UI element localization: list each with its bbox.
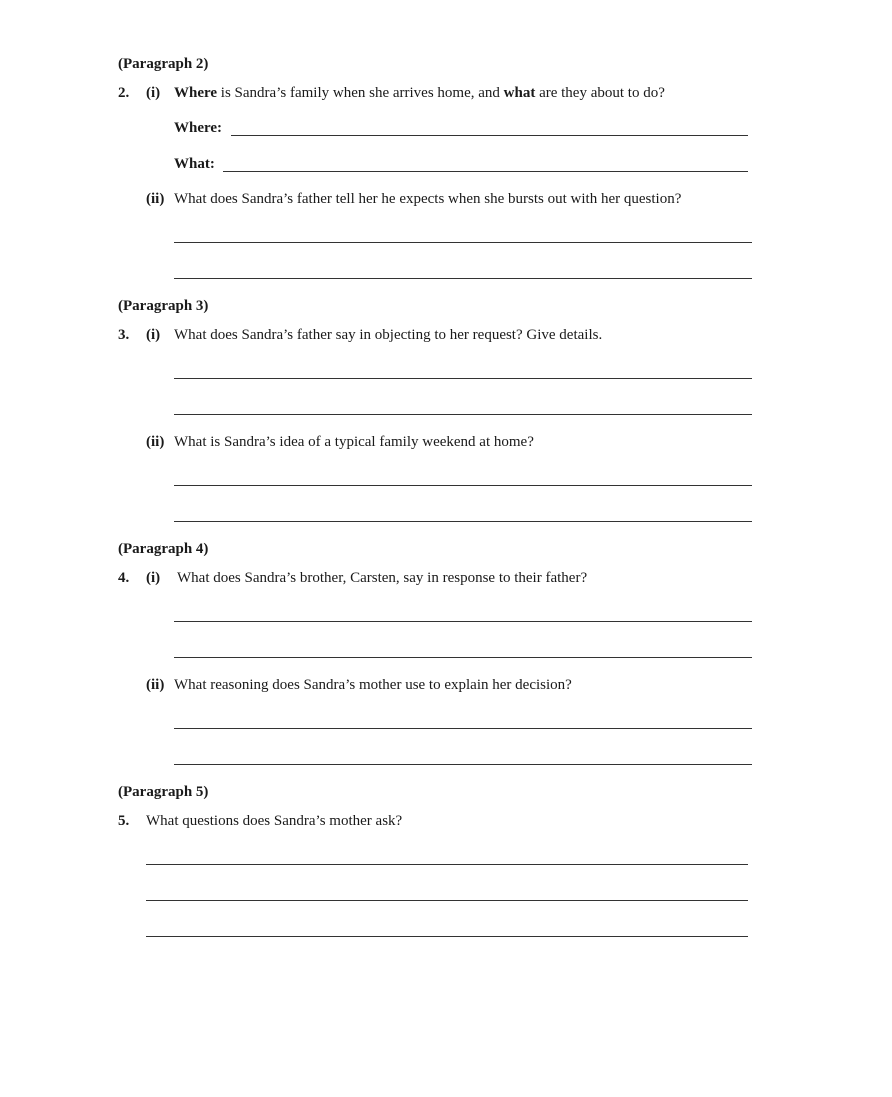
answer-line[interactable]: [174, 657, 752, 658]
answer-line[interactable]: [231, 135, 748, 136]
section-heading: (Paragraph 4): [118, 541, 209, 557]
question-number: 2.: [118, 85, 130, 101]
question-text-segment: is Sandra’s family when she arrives home, and: [217, 85, 504, 101]
section-heading: (Paragraph 3): [118, 298, 209, 314]
answer-line[interactable]: [174, 764, 752, 765]
answer-line[interactable]: [174, 378, 752, 379]
question-text: What reasoning does Sandra’s mother use to explain her decision?: [174, 677, 572, 693]
answer-line[interactable]: [146, 900, 748, 901]
question-text: What is Sandra’s idea of a typical family weekend at home?: [174, 434, 534, 450]
answer-line[interactable]: [174, 621, 752, 622]
question-text: What does Sandra’s brother, Carsten, say in response to their father?: [177, 570, 588, 586]
question-text-segment: are they about to do?: [535, 85, 665, 101]
answer-line[interactable]: [146, 936, 748, 937]
answer-line[interactable]: [223, 171, 748, 172]
section-heading: (Paragraph 5): [118, 784, 209, 800]
question-text: What does Sandra’s father tell her he expects when she bursts out with her question?: [174, 191, 682, 207]
subquestion-label: (ii): [146, 677, 165, 693]
answer-line[interactable]: [174, 242, 752, 243]
answer-line[interactable]: [174, 278, 752, 279]
field-label-what: What:: [174, 156, 215, 172]
question-keyword: what: [503, 85, 536, 101]
question-keyword: Where: [174, 85, 218, 101]
subquestion-label: (ii): [146, 191, 165, 207]
answer-line[interactable]: [174, 521, 752, 522]
subquestion-label: (ii): [146, 434, 165, 450]
subquestion-label: (i): [146, 327, 161, 343]
answer-line[interactable]: [174, 728, 752, 729]
question-text: What questions does Sandra’s mother ask?: [146, 813, 403, 829]
section-heading: (Paragraph 2): [118, 56, 209, 72]
question-text: What does Sandra’s father say in objecting to her request? Give details.: [174, 327, 603, 343]
question-text: [174, 84, 665, 102]
question-number: 4.: [118, 570, 130, 586]
field-label-where: Where:: [174, 120, 223, 136]
answer-line[interactable]: [174, 414, 752, 415]
subquestion-label: (i): [146, 85, 161, 101]
answer-line[interactable]: [146, 864, 748, 865]
answer-line[interactable]: [174, 485, 752, 486]
subquestion-label: (i): [146, 570, 161, 586]
question-number: 3.: [118, 327, 130, 343]
question-number: 5.: [118, 813, 130, 829]
